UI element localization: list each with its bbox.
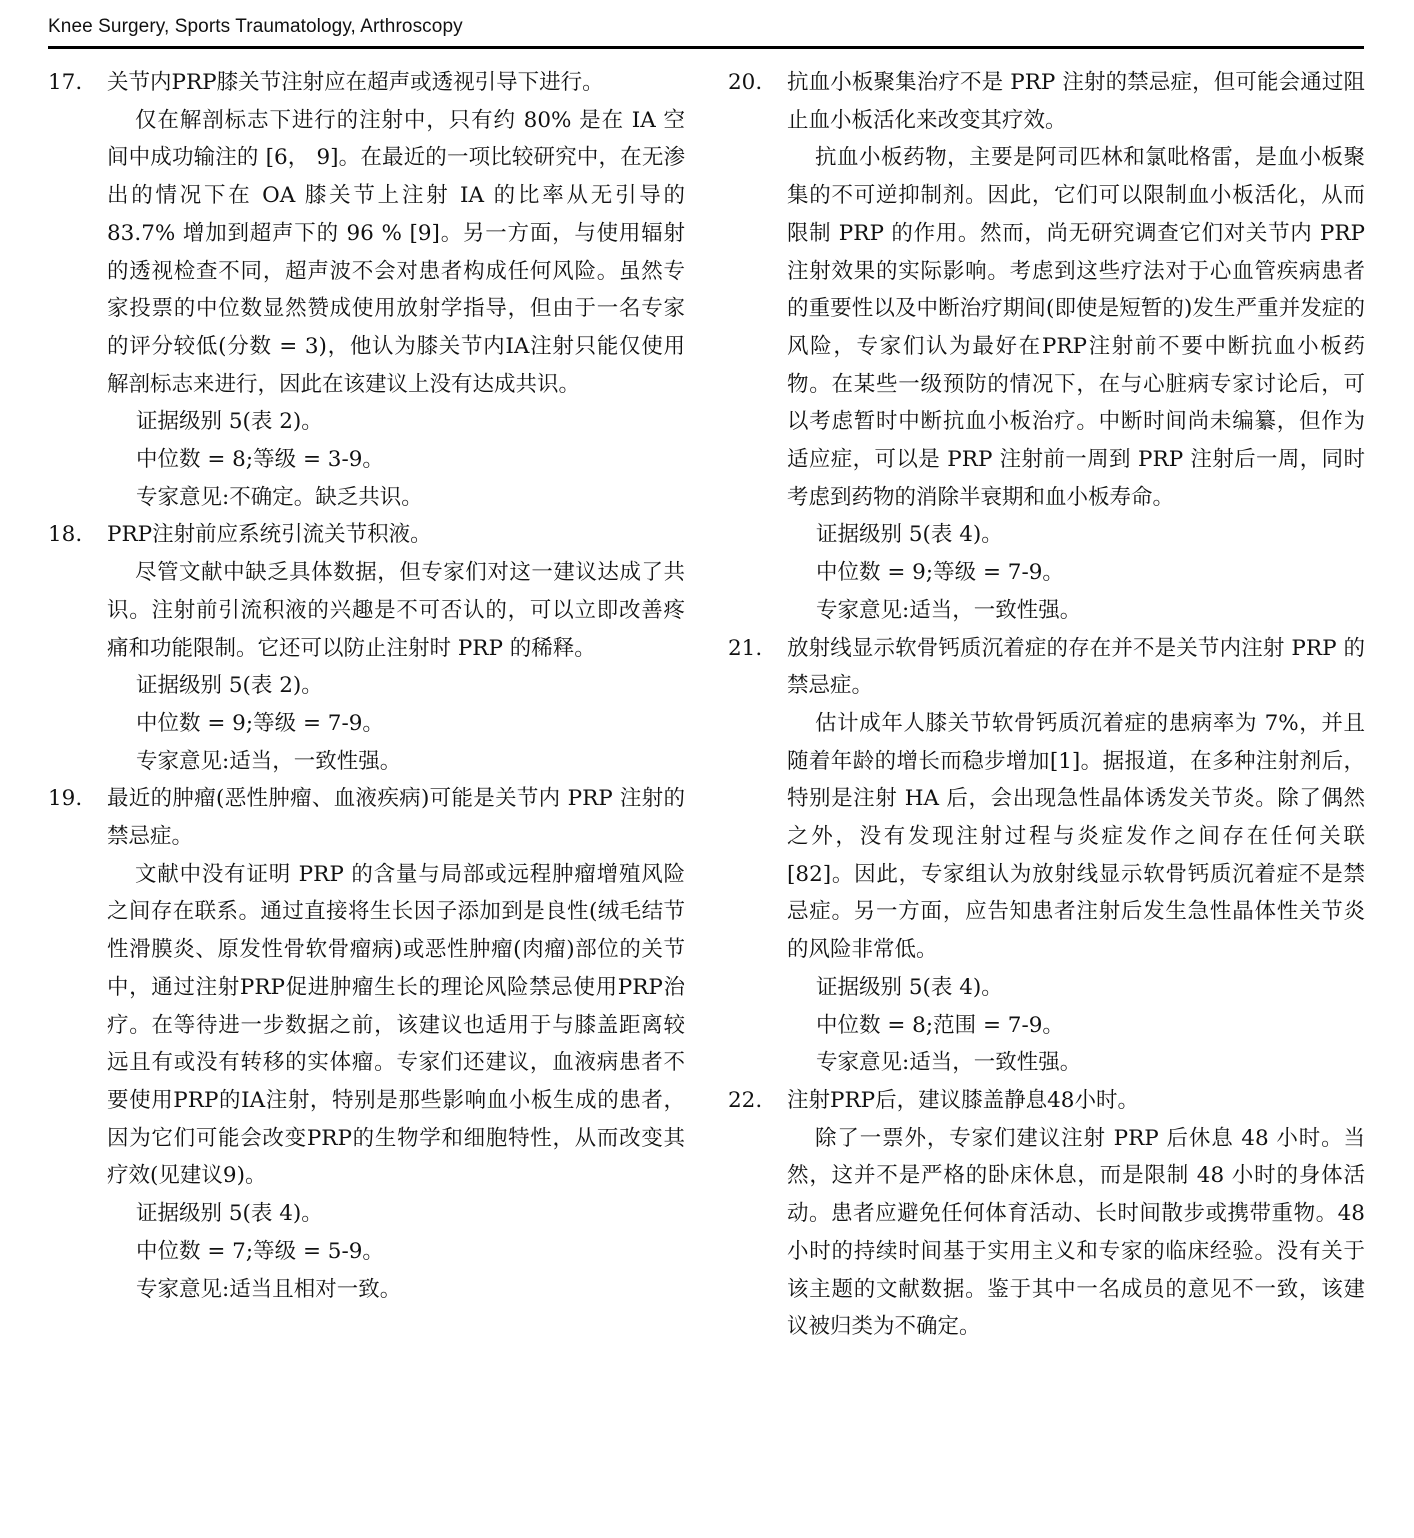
median-score: 中位数 = 8;范围 = 7-9。 (816, 1012, 1064, 1038)
recommendation-statement: 放射线显示软骨钙质沉着症的存在并不是关节内注射 PRP 的禁忌症。 (787, 635, 1365, 699)
recommendation-19 (48, 780, 685, 1308)
median-score: 中位数 = 9;等级 = 7-9。 (136, 710, 384, 736)
median-score: 中位数 = 7;等级 = 5-9。 (136, 1238, 384, 1264)
evidence-level: 证据级别 5(表 4)。 (816, 522, 1003, 548)
median-score: 中位数 = 9;等级 = 7-9。 (816, 560, 1064, 586)
expert-opinion: 专家意见:适当，一致性强。 (816, 597, 1082, 623)
recommendation-number: 21. (728, 635, 763, 661)
journal-title: Knee Surgery, Sports Traumatology, Arthroscopy (48, 16, 463, 37)
recommendation-number: 17. (48, 70, 83, 95)
recommendation-number: 22. (728, 1087, 763, 1113)
left-column (48, 64, 685, 1308)
recommendation-rationale: 仅在解剖标志下进行的注射中，只有约 80% 是在 IA 空间中成功输注的 [6， 9]。在最近的一项比较研究中，在无渗出的情况下在 OA 膝关节上注射 IA 的比率从无引导的 83.7% 增加到超声下的 96 % [9]。另一方面，与使用辐射的透视检查不同，超声波不会对患者构成任何风险。虽然专家投票的中位数显然赞成使用放射学指导，但由于一名专家的评分较低(分数 = 3)，他认为膝关节内IA注射只能仅使用解剖标志来进行，因此在该建议上没有达成共识。 (107, 107, 685, 397)
recommendation-21 (728, 630, 1365, 1082)
recommendation-number: 19. (48, 786, 83, 812)
recommendation-17 (48, 64, 685, 516)
expert-opinion: 专家意见:适当，一致性强。 (136, 748, 402, 774)
recommendation-number: 20. (728, 70, 763, 95)
recommendation-rationale: 抗血小板药物，主要是阿司匹林和氯吡格雷，是血小板聚集的不可逆抑制剂。因此，它们可以限制血小板活化，从而限制 PRP 的作用。然而，尚无研究调查它们对关节内 PRP 注射效果的实际影响。考虑到这些疗法对于心血管疾病患者的重要性以及中断治疗期间(即使是短暂的)发生严重并发症的风险，专家们认为最好在PRP注射前不要中断抗血小板药物。在某些一级预防的情况下，在与心脏病专家讨论后，可以考虑暂时中断抗血小板治疗。中断时间尚未编纂，但作为适应症，可以是 PRP 注射前一周到 PRP 注射后一周，同时考虑到药物的消除半衰期和血小板寿命。 (787, 145, 1365, 510)
median-score: 中位数 = 8;等级 = 3-9。 (136, 447, 384, 473)
expert-opinion: 专家意见:适当，一致性强。 (816, 1050, 1082, 1076)
recommendation-number: 18. (48, 522, 83, 548)
recommendation-rationale: 文献中没有证明 PRP 的含量与局部或远程肿瘤增殖风险之间存在联系。通过直接将生长因子添加到是良性(绒毛结节性滑膜炎、原发性骨软骨瘤病)或恶性肿瘤(肉瘤)部位的关节中，通过注射PRP促进肿瘤生长的理论风险禁忌使用PRP治疗。在等待进一步数据之前，该建议也适用于与膝盖距离较远且有或没有转移的实体瘤。专家们还建议，血液病患者不要使用PRP的IA注射，特别是那些影响血小板生成的患者，因为它们可能会改变PRP的生物学和细胞特性，从而改变其疗效(见建议9)。 (107, 861, 685, 1189)
expert-opinion: 专家意见:适当且相对一致。 (136, 1276, 402, 1302)
recommendation-rationale: 尽管文献中缺乏具体数据，但专家们对这一建议达成了共识。注射前引流积液的兴趣是不可否认的，可以立即改善疼痛和功能限制。它还可以防止注射时 PRP 的稀释。 (107, 560, 685, 661)
recommendation-statement: 关节内PRP膝关节注射应在超声或透视引导下进行。 (107, 70, 604, 95)
running-header (48, 12, 1364, 49)
recommendation-18 (48, 516, 685, 780)
evidence-level: 证据级别 5(表 2)。 (136, 673, 323, 699)
evidence-level: 证据级别 5(表 2)。 (136, 409, 323, 435)
recommendation-22 (728, 1082, 1365, 1346)
recommendation-statement: PRP注射前应系统引流关节积液。 (107, 522, 432, 548)
expert-opinion: 专家意见:不确定。缺乏共识。 (136, 484, 423, 510)
recommendation-statement: 最近的肿瘤(恶性肿瘤、血液疾病)可能是关节内 PRP 注射的禁忌症。 (107, 786, 685, 850)
right-column (728, 64, 1365, 1346)
evidence-level: 证据级别 5(表 4)。 (136, 1201, 323, 1227)
recommendation-statement: 抗血小板聚集治疗不是 PRP 注射的禁忌症，但可能会通过阻止血小板活化来改变其疗效。 (787, 70, 1365, 133)
recommendation-20 (728, 64, 1365, 630)
recommendation-rationale: 除了一票外，专家们建议注射 PRP 后休息 48 小时。当然，这并不是严格的卧床休息，而是限制 48 小时的身体活动。患者应避免任何体育活动、长时间散步或携带重物。48小时的持续时间基于实用主义和专家的临床经验。没有关于该主题的文献数据。鉴于其中一名成员的意见不一致，该建议被归类为不确定。 (787, 1125, 1365, 1340)
evidence-level: 证据级别 5(表 4)。 (816, 974, 1003, 1000)
recommendation-rationale: 估计成年人膝关节软骨钙质沉着症的患病率为 7%，并且随着年龄的增长而稳步增加[1]。据报道，在多种注射剂后，特别是注射 HA 后，会出现急性晶体诱发关节炎。除了偶然之外，没有发现注射过程与炎症发作之间存在任何关联[82]。因此，专家组认为放射线显示软骨钙质沉着症不是禁忌症。另一方面，应告知患者注射后发生急性晶体性关节炎的风险非常低。 (787, 710, 1365, 963)
recommendation-statement: 注射PRP后，建议膝盖静息48小时。 (787, 1087, 1139, 1113)
